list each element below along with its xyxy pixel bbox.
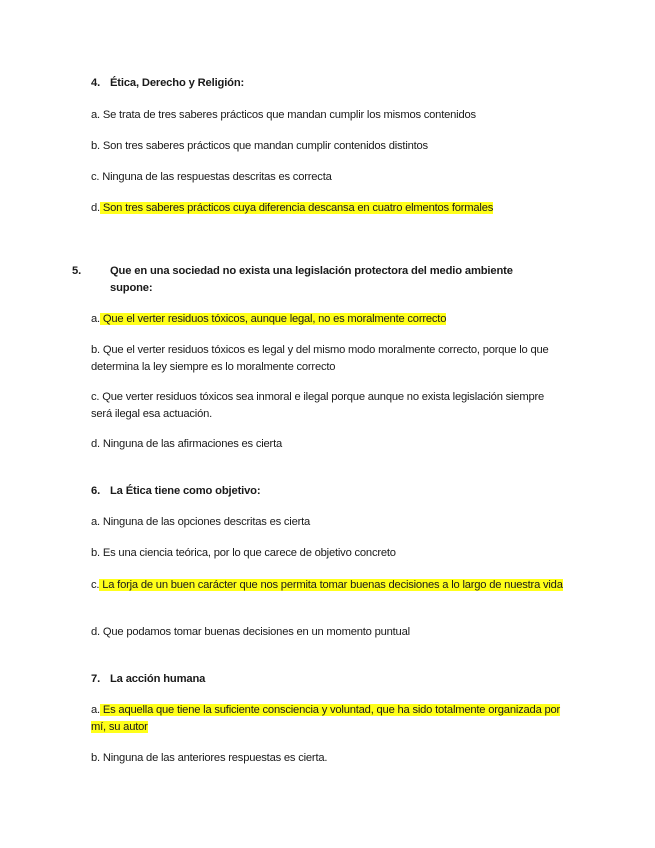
question-6-title	[91, 483, 260, 500]
option-letter: a.	[91, 516, 100, 528]
option-letter: b.	[91, 140, 100, 152]
question-4-option-d	[91, 200, 493, 217]
option-text: Que el verter residuos tóxicos, aunque legal, no es moralmente correcto	[102, 313, 447, 325]
option-text: Son tres saberes prácticos que mandan cumplir contenidos distintos	[102, 140, 428, 152]
highlighted-answer	[100, 313, 446, 325]
highlighted-answer	[99, 579, 562, 591]
option-text: Ninguna de las anteriores respuestas es cierta.	[102, 752, 328, 764]
question-number: 5.	[72, 265, 82, 277]
option-text: Son tres saberes prácticos cuya diferencia descansa en cuatro elmentos formales	[102, 202, 494, 214]
option-letter: a.	[91, 313, 100, 325]
option-letter: b.	[91, 752, 100, 764]
question-5-title	[72, 263, 550, 297]
option-text: La forja de un buen carácter que nos permita tomar buenas decisiones a lo largo de nuestra vida	[102, 579, 563, 591]
question-5-option-c	[91, 389, 566, 423]
option-letter: b.	[91, 547, 100, 559]
question-6-option-c	[91, 577, 566, 594]
question-4-option-a	[91, 107, 476, 124]
question-5-option-b	[91, 342, 566, 376]
question-7-title	[91, 671, 205, 688]
option-text: Ninguna de las respuestas descritas es correcta	[102, 171, 332, 183]
question-6-option-a	[91, 514, 310, 531]
question-text: La acción humana	[110, 673, 206, 685]
question-number: 7.	[91, 673, 101, 685]
question-number: 6.	[91, 485, 101, 497]
option-letter: c.	[91, 579, 100, 591]
question-5-option-a	[91, 311, 446, 328]
option-letter: d.	[91, 438, 100, 450]
option-letter: a.	[91, 109, 100, 121]
option-text: Ninguna de las afirmaciones es cierta	[102, 438, 283, 450]
option-letter: d.	[91, 202, 100, 214]
option-text: Que el verter residuos tóxicos es legal y del mismo modo moralmente correcto, porque lo que determina la ley siempre es lo moralmente correcto	[91, 344, 549, 373]
option-text: Es una ciencia teórica, por lo que carece de objetivo concreto	[102, 547, 396, 559]
question-6-option-b	[91, 545, 396, 562]
option-text: Que podamos tomar buenas decisiones en un momento puntual	[102, 626, 410, 638]
question-7-option-a	[91, 702, 566, 736]
option-text: Se trata de tres saberes prácticos que mandan cumplir los mismos contenidos	[102, 109, 476, 121]
option-text: Ninguna de las opciones descritas es cierta	[102, 516, 311, 528]
question-text: La Ética tiene como objetivo:	[110, 485, 261, 497]
question-6-option-d	[91, 624, 410, 641]
question-4-option-c	[91, 169, 332, 186]
question-4-option-b	[91, 138, 428, 155]
option-text: Es aquella que tiene la suficiente consciencia y voluntad, que ha sido totalmente organizada por mí, su autor	[91, 704, 561, 733]
option-letter: c.	[91, 171, 100, 183]
option-letter: c.	[91, 391, 100, 403]
question-number: 4.	[91, 77, 101, 89]
question-text: Que en una sociedad no exista una legislación protectora del medio ambiente supone:	[110, 265, 513, 294]
option-letter: b.	[91, 344, 100, 356]
question-4-title	[91, 75, 244, 92]
option-text: Que verter residuos tóxicos sea inmoral e ilegal porque aunque no exista legislación siempre será ilegal esa actuación.	[91, 391, 545, 420]
option-letter: d.	[91, 626, 100, 638]
highlighted-answer	[100, 202, 493, 214]
highlighted-answer	[91, 704, 560, 733]
question-7-option-b	[91, 750, 327, 767]
option-letter: a.	[91, 704, 100, 716]
question-text: Ética, Derecho y Religión:	[110, 77, 245, 89]
question-5-option-d	[91, 436, 282, 453]
